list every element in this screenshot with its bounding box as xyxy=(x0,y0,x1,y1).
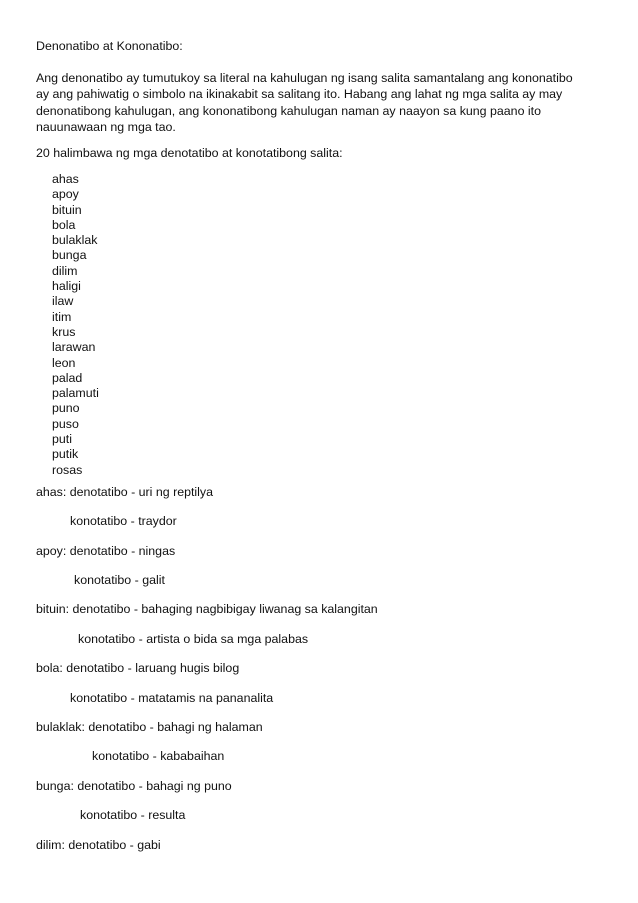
word-item: putik xyxy=(52,447,79,462)
entry-denotatibo: bola: denotatibo - laruang hugis bilog xyxy=(36,661,240,675)
list-heading: 20 halimbawa ng mga denotatibo at konotatibong salita: xyxy=(36,146,343,160)
word-item: puso xyxy=(52,416,79,431)
entry-konotatibo: konotatibo - resulta xyxy=(80,808,186,822)
entry-konotatibo: konotatibo - galit xyxy=(74,573,165,587)
word-item: bunga xyxy=(52,248,87,263)
entry-denotatibo: dilim: denotatibo - gabi xyxy=(36,838,161,852)
entry-denotatibo: bituin: denotatibo - bahaging nagbibigay liwanag sa kalangitan xyxy=(36,602,378,616)
entry-denotatibo: apoy: denotatibo - ningas xyxy=(36,544,176,558)
entry-konotatibo: konotatibo - traydor xyxy=(70,514,177,528)
document-title: Denonatibo at Kononatibo: xyxy=(36,39,183,53)
word-item: palamuti xyxy=(52,386,99,401)
word-item: rosas xyxy=(52,462,83,477)
intro-paragraph xyxy=(36,70,628,135)
word-item: haligi xyxy=(52,279,81,294)
word-item: bulaklak xyxy=(52,233,98,248)
word-item: apoy xyxy=(52,187,79,202)
intro-line: nauunawaan ng mga tao. xyxy=(36,119,176,134)
word-item: puno xyxy=(52,401,80,416)
word-list xyxy=(52,172,99,478)
word-item: bituin xyxy=(52,202,82,217)
intro-line: denonatibong kahulugan, ang kononatibong kahulugan naman ay naayon sa kung paano ito xyxy=(36,103,541,118)
word-item: ahas xyxy=(52,172,79,186)
entry-denotatibo: bunga: denotatibo - bahagi ng puno xyxy=(36,779,232,793)
intro-line: Ang denonatibo ay tumutukoy sa literal na kahulugan ng isang salita samantalang ang kononatibo xyxy=(36,71,573,85)
intro-line: ay ang pahiwatig o simbolo na ikinakabit sa salitang ito. Habang ang lahat ng mga salita ay may xyxy=(36,87,563,102)
word-item: bola xyxy=(52,217,76,232)
entry-konotatibo: konotatibo - artista o bida sa mga palabas xyxy=(78,632,309,646)
word-item: palad xyxy=(52,370,83,385)
word-item: ilaw xyxy=(52,294,74,309)
word-item: itim xyxy=(52,309,72,324)
word-item: puti xyxy=(52,432,72,447)
entry-denotatibo: ahas: denotatibo - uri ng reptilya xyxy=(36,485,214,499)
entry-konotatibo: konotatibo - matatamis na pananalita xyxy=(70,691,274,705)
word-item: leon xyxy=(52,355,76,370)
word-item: krus xyxy=(52,324,76,339)
entry-konotatibo: konotatibo - kababaihan xyxy=(92,749,225,763)
entry-denotatibo: bulaklak: denotatibo - bahagi ng halaman xyxy=(36,720,263,734)
word-item: dilim xyxy=(52,263,78,278)
word-item: larawan xyxy=(52,340,96,355)
